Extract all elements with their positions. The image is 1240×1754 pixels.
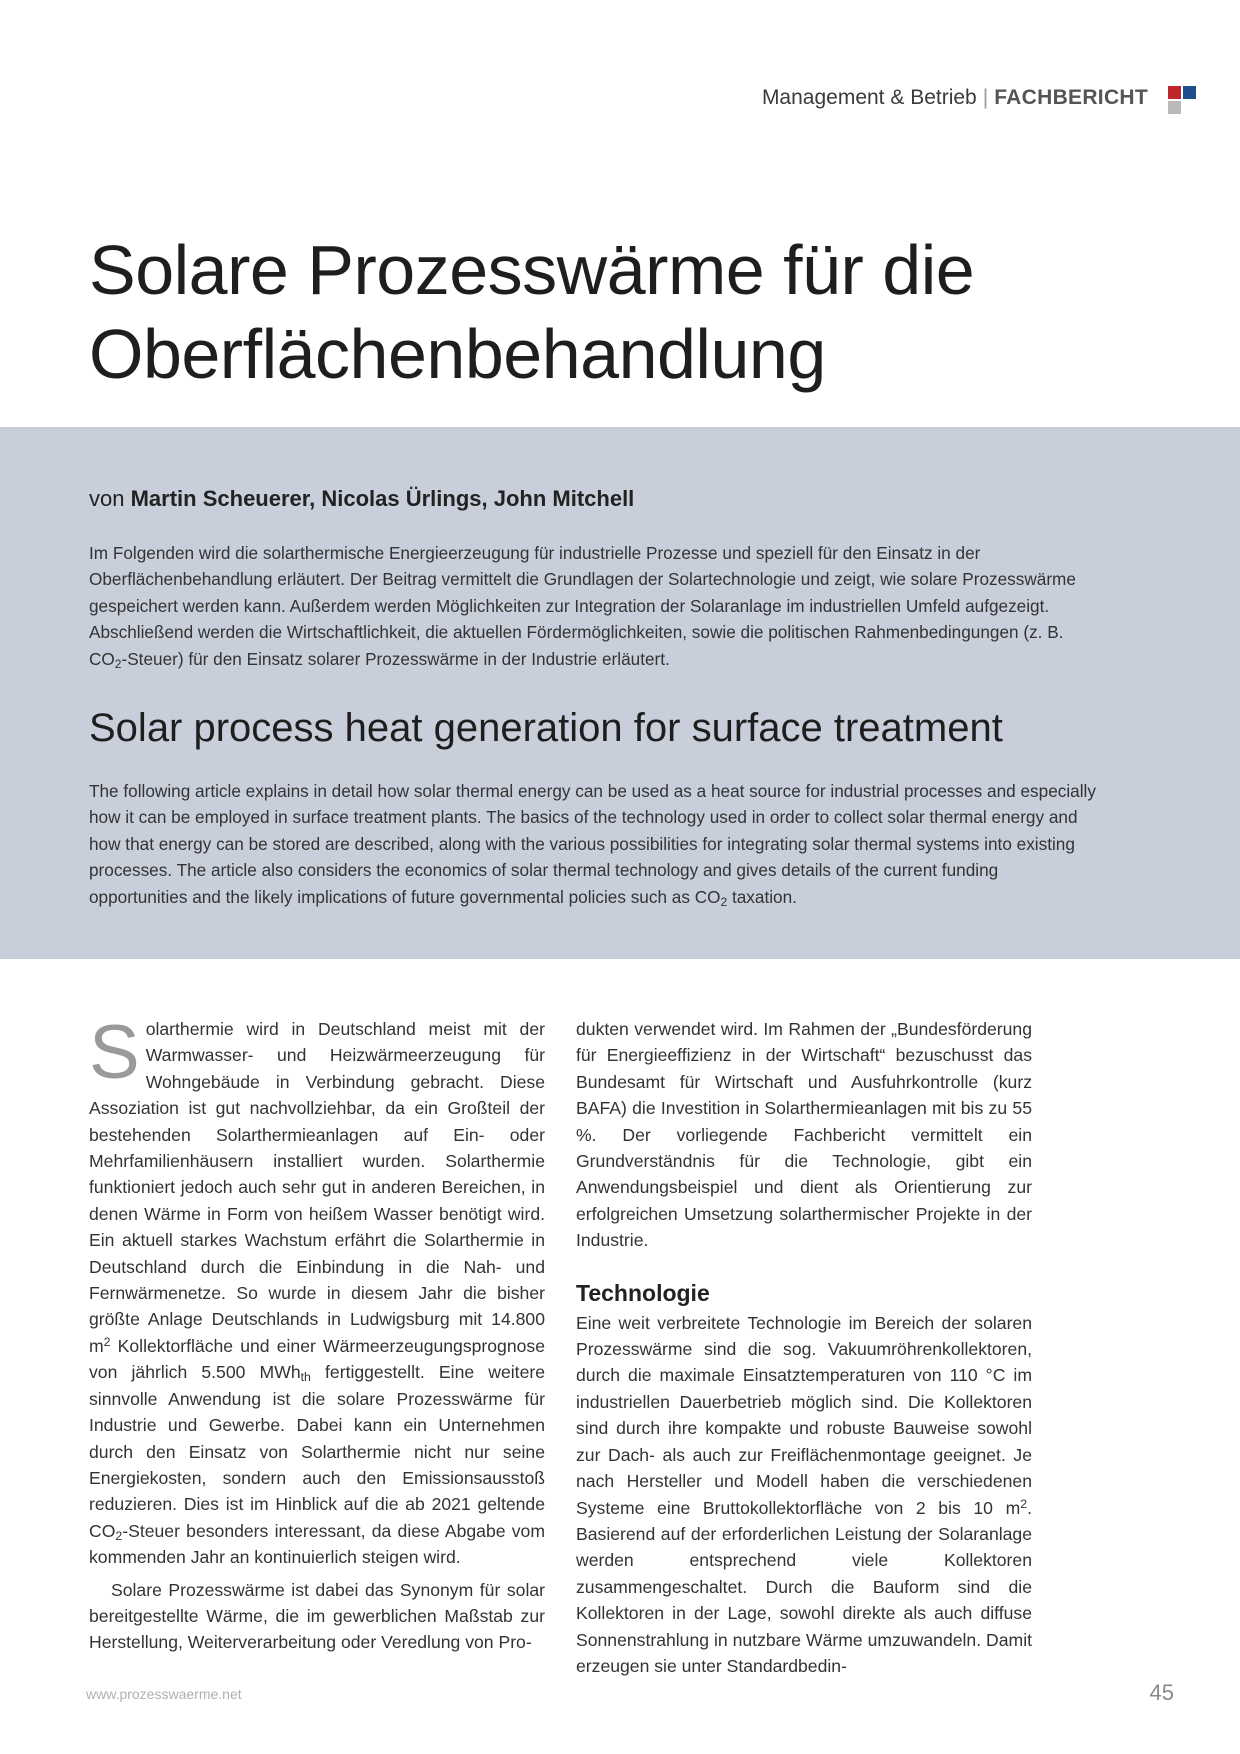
title-line-1: Solare Prozesswärme für die (89, 231, 975, 309)
body-p1-sub: th (300, 1370, 311, 1385)
body-p1-sup: 2 (103, 1334, 111, 1349)
article-title (89, 228, 1149, 396)
body-column-left (89, 1010, 545, 1656)
body-p1-text-b: Kollektorfläche und einer Wärmeerzeugungsprognose von jährlich 5.500 MWh (89, 1335, 545, 1383)
body-p1-text-a: olarthermie wird in Deutschland meist mit der Warmwasser- und Heizwärmeerzeugung für Wohngebäude in Verbindung gebracht. Diese Assoziation ist gut nachvollziehbar, da ein Großteil der bestehenden Solarthermieanlagen auf Ein- oder Mehrfamilienhäusern installiert wurden. Solarthermie funktioniert jedoch auch sehr gut in anderen Bereichen, in denen Wärme in Form von heißem Wasser benötigt wird. Ein aktuell starkes Wachstum erfährt die Solarthermie in Deutschland durch die Einbindung in die Nah- und Fernwärmenetze. So wurde in diesem Jahr die bisher größte Anlage Deutschlands in Ludwigsburg mit 14.800 m (89, 1019, 545, 1356)
header-section: Management & Betrieb (761, 86, 977, 109)
title-line-2: Oberflächenbehandlung (89, 315, 826, 393)
section-heading-technologie: Technologie (576, 1279, 710, 1306)
body-p4-text-b: . Basierend auf der erforderlichen Leistung der Solaranlage werden entsprechend viele Kollektoren zusammengeschaltet. Durch die Bauform sind die Kollektoren in der Lage, sowohl direkte als auch diffuse Sonnenstrahlung in nutzbare Wärme umzuwandeln. Damit erzeugen sie unter Standardbedin- (576, 1497, 1032, 1676)
author-names: Martin Scheuerer, Nicolas Ürlings, John Mitchell (130, 486, 635, 511)
body-paragraph-1 (89, 1010, 545, 1571)
abstract-en-text-1: The following article explains in detail how solar thermal energy can be used as a heat source for industrial processes and especially how it can be employed in surface treatment plants. The basics of the technology used in order to collect solar thermal energy and how that energy can be stored are described, along with the various possibilities for integrating solar thermal systems into existing processes. The article also considers the economics of solar thermal technology and gives details of the current funding opportunities and the likely implications of future governmental policies such as CO (89, 781, 1096, 907)
abstract-en-text-2: taxation. (727, 886, 797, 907)
running-header (762, 86, 1148, 110)
header-category: FACHBERICHT (994, 86, 1148, 109)
body-paragraph-4 (576, 1310, 1032, 1680)
page-number: 45 (1149, 1680, 1174, 1705)
english-title: Solar process heat generation for surface treatment (89, 706, 1003, 750)
body-p1-text-d: -Steuer besonders interessant, da diese Abgabe vom kommenden Jahr an kontinuierlich steigen wird. (89, 1520, 545, 1568)
header-separator: | (982, 86, 989, 109)
body-p4-text-a: Eine weit verbreitete Technologie im Bereich der solaren Prozesswärme sind die sog. Vakuumröhrenkollektoren, durch die maximale Einsatztemperaturen von 110 °C im industriellen Dauerbetrieb möglich sind. Die Kollektoren sind durch ihre kompakte und robuste Bauweise sowohl zur Dach- als auch zur Freiflächenmontage geeignet. Je nach Hersteller und Modell haben die verschiedenen Systeme eine Bruttokollektorfläche von 2 bis 10 m (576, 1312, 1032, 1518)
author-prefix: von (89, 486, 125, 511)
drop-cap: S (89, 1010, 140, 1095)
abstract-de-text-1: Im Folgenden wird die solarthermische Energieerzeugung für industrielle Prozesse und speziell für den Einsatz in der Oberflächenbehandlung erläutert. Der Beitrag vermittelt die Grundlagen der Solartechnologie und zeigt, wie solare Prozesswärme gespeichert werden kann. Außerdem werden Möglichkeiten zur Integration der Solaranlage im industriellen Umfeld aufgezeigt. Abschließend werden die Wirtschaftlichkeit, die aktuellen Fördermöglichkeiten, sowie die politischen Rahmenbedingungen (z. B. CO (89, 543, 1076, 669)
abstract-de-text-2: -Steuer) für den Einsatz solarer Prozesswärme in der Industrie erläutert. (121, 648, 670, 669)
abstract-de-subscript: 2 (114, 656, 122, 671)
body-p1-sub-2: 2 (115, 1528, 123, 1543)
abstract-german (89, 540, 1099, 672)
footer-url: www.prozesswaerme.net (86, 1686, 242, 1702)
abstract-english (89, 778, 1099, 910)
body-paragraph-2: Solare Prozesswärme ist dabei das Synonym für solar bereitgestellte Wärme, die im gewerblichen Maßstab zur Herstellung, Weiterverarbeitung oder Veredlung von Pro- (89, 1579, 545, 1653)
body-column-right (576, 1016, 1032, 1679)
abstract-en-subscript: 2 (720, 894, 728, 909)
author-line (89, 486, 634, 512)
publisher-logo-icon (1168, 86, 1200, 116)
body-paragraph-3: dukten verwendet wird. Im Rahmen der „Bundesförderung für Energieeffizienz in der Wirtschaft“ bezuschusst das Bundesamt für Wirtschaft und Ausfuhrkontrolle (kurz BAFA) die Investition in Solarthermieanlagen mit bis zu 55 %. Der vorliegende Fachbericht vermittelt ein Grundverständnis für die Technologie, gibt ein Anwendungsbeispiel und dient als Orientierung zur erfolgreichen Umsetzung solarthermischer Projekte in der Industrie. (576, 1019, 1032, 1251)
body-p1-text-c: fertiggestellt. Eine weitere sinnvolle Anwendung ist die solare Prozesswärme für Industrie und Gewerbe. Dabei kann ein Unternehmen durch den Einsatz von Solarthermie nicht nur seine Energiekosten, sondern auch den Emissionsausstoß reduzieren. Dies ist im Hinblick auf die ab 2021 geltende CO (89, 1362, 545, 1541)
body-p4-sup: 2 (1020, 1496, 1028, 1511)
